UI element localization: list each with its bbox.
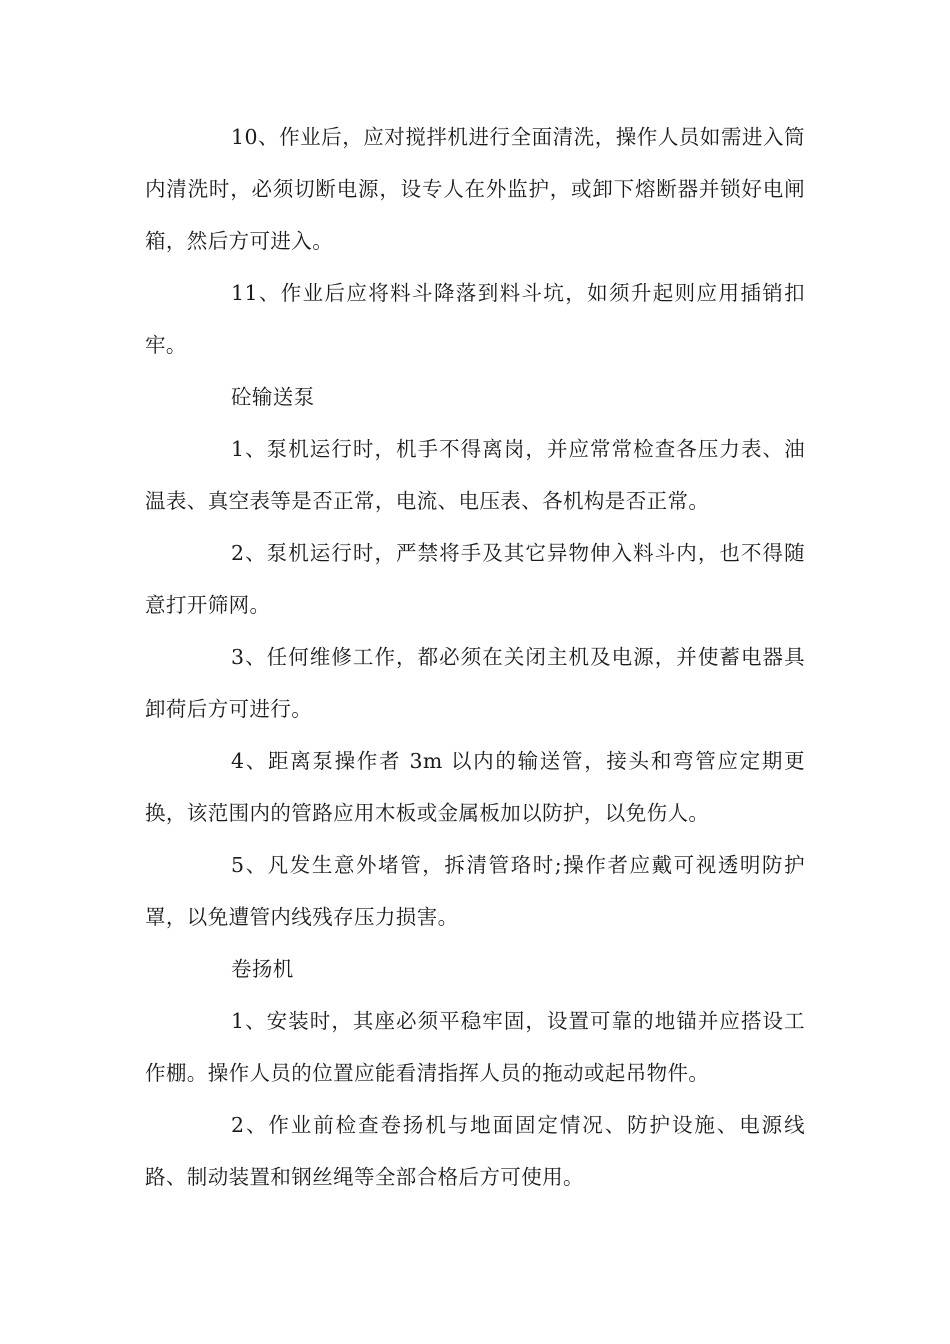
paragraph-winch-rule-2: 2、作业前检查卷扬机与地面固定情况、防护设施、电源线路、制动装置和钢丝绳等全部合格后方可使用。 xyxy=(145,1113,805,1189)
section-heading-winch: 卷扬机 xyxy=(231,957,294,981)
paragraph-mixer-cleaning: 10、作业后，应对搅拌机进行全面清洗，操作人员如需进入筒内清洗时，必须切断电源，设专人在外监护，或卸下熔断器并锁好电闸箱，然后方可进入。 xyxy=(145,125,805,253)
paragraph-pump-rule-3: 3、任何维修工作，都必须在关闭主机及电源，并使蓄电器具卸荷后方可进行。 xyxy=(145,645,805,721)
paragraph-pump-rule-2: 2、泵机运行时，严禁将手及其它异物伸入料斗内，也不得随意打开筛网。 xyxy=(145,541,805,617)
document-body xyxy=(145,111,805,1203)
paragraph-pump-rule-1: 1、泵机运行时，机手不得离岗，并应常常检查各压力表、油温表、真空表等是否正常，电流、电压表、各机构是否正常。 xyxy=(145,437,805,513)
paragraph-pump-rule-4: 4、距离泵操作者 3m 以内的输送管，接头和弯管应定期更换，该范围内的管路应用木板或金属板加以防护，以免伤人。 xyxy=(145,749,805,825)
paragraph-pump-rule-5: 5、凡发生意外堵管，拆清管珞时;操作者应戴可视透明防护罩，以免遭管内线残存压力损害。 xyxy=(145,853,805,929)
section-heading-concrete-pump: 砼输送泵 xyxy=(231,385,315,409)
paragraph-hopper-lowering: 11、作业后应将料斗降落到料斗坑，如须升起则应用插销扣牢。 xyxy=(145,281,805,357)
paragraph-winch-rule-1: 1、安装时，其座必须平稳牢固，设置可靠的地锚并应搭设工作棚。操作人员的位置应能看清指挥人员的拖动或起吊物件。 xyxy=(145,1009,805,1085)
